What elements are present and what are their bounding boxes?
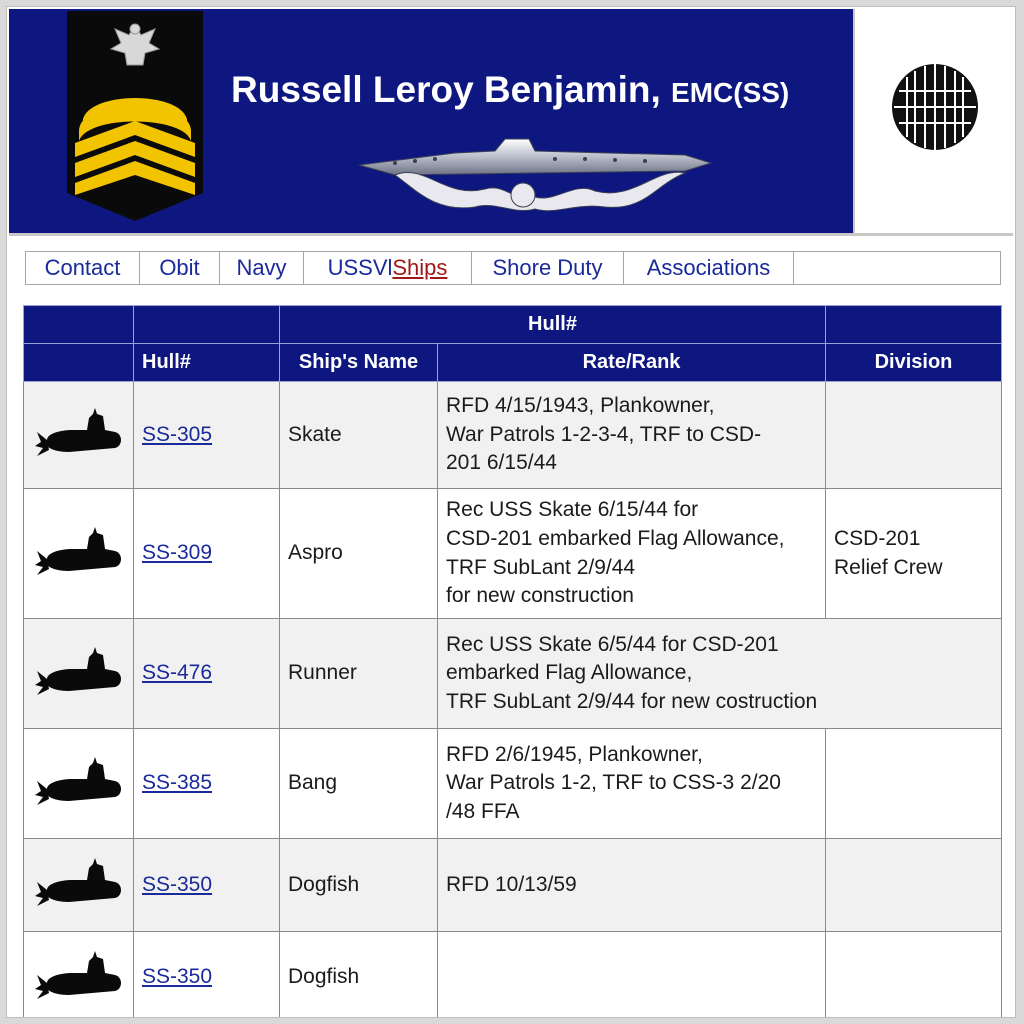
ship-name-cell: Skate	[280, 382, 438, 489]
rate-rank-line: TRF SubLant 2/9/44 for new costruction	[446, 689, 818, 713]
hull-cell	[134, 839, 280, 932]
division-cell	[826, 489, 1002, 619]
table-top-header	[24, 306, 1002, 344]
member-rate: EMC(SS)	[671, 77, 790, 108]
hull-link[interactable]: SS-476	[142, 661, 213, 685]
ships-table-body	[24, 382, 1002, 1019]
rate-rank-cell	[438, 619, 1002, 729]
rate-rank-line: War Patrols 1-2, TRF to CSS-3 2/20	[446, 771, 781, 795]
rate-rank-line: Rec USS Skate 6/5/44 for CSD-201	[446, 632, 779, 656]
hull-link[interactable]: SS-309	[142, 541, 213, 565]
header-rate-rank: Rate/Rank	[438, 344, 826, 382]
globe-logo-icon	[889, 61, 981, 153]
submarine-silhouette-icon	[33, 406, 125, 464]
table-row	[24, 932, 1002, 1019]
submarine-silhouette-icon	[33, 755, 125, 813]
hull-link[interactable]: SS-350	[142, 965, 213, 989]
submarine-dolphins-icon	[355, 133, 715, 213]
rate-rank-line: 201 6/15/44	[446, 451, 557, 475]
logo-panel	[853, 9, 1013, 233]
rate-rank-line: embarked Flag Allowance,	[446, 661, 693, 685]
header-icon	[24, 344, 134, 382]
table-row	[24, 489, 1002, 619]
hull-link[interactable]: SS-305	[142, 422, 213, 446]
row-icon-cell	[24, 729, 134, 839]
rate-rank-cell	[438, 839, 826, 932]
hull-link[interactable]: SS-385	[142, 771, 213, 795]
header-banner	[9, 9, 853, 233]
rate-rank-line: TRF SubLant 2/9/44	[446, 555, 636, 579]
nav-spacer	[794, 252, 1000, 284]
division-cell	[826, 729, 1002, 839]
header-hull-top: Hull#	[280, 306, 826, 344]
rate-rank-line: /48 FFA	[446, 799, 520, 823]
submarine-silhouette-icon	[33, 525, 125, 583]
rate-rank-line: RFD 2/6/1945, Plankowner,	[446, 742, 703, 766]
header-hull: Hull#	[134, 344, 280, 382]
rate-rank-cell	[438, 729, 826, 839]
rate-rank-line: RFD 10/13/59	[446, 872, 577, 896]
table-header	[24, 344, 1002, 382]
header-division: Division	[826, 344, 1002, 382]
division-line: CSD-201	[834, 526, 921, 550]
table-row	[24, 382, 1002, 489]
row-icon-cell	[24, 932, 134, 1019]
nav-obit[interactable]: Obit	[140, 252, 220, 284]
page-title	[231, 69, 851, 111]
rate-rank-cell	[438, 932, 826, 1019]
header-ship-name: Ship's Name	[280, 344, 438, 382]
rate-rank-cell	[438, 382, 826, 489]
rate-rank-cell	[438, 489, 826, 619]
page	[6, 6, 1016, 1018]
rate-rank-line: Rec USS Skate 6/15/44 for	[446, 498, 699, 522]
header-blank	[134, 306, 280, 344]
division-cell	[826, 932, 1002, 1019]
hull-cell	[134, 382, 280, 489]
nav-ussvi[interactable]: USSVl	[327, 255, 393, 280]
header-divider	[9, 233, 1013, 236]
nav-contact[interactable]: Contact	[26, 252, 140, 284]
ship-name-cell: Dogfish	[280, 839, 438, 932]
hull-cell	[134, 619, 280, 729]
nav-ussvi-ships-group	[304, 252, 472, 284]
row-icon-cell	[24, 619, 134, 729]
header-blank	[826, 306, 1002, 344]
ship-name-cell: Bang	[280, 729, 438, 839]
rate-rank-line: CSD-201 embarked Flag Allowance,	[446, 526, 785, 550]
division-line: Relief Crew	[834, 555, 943, 579]
ship-name-cell: Aspro	[280, 489, 438, 619]
table-row	[24, 619, 1002, 729]
row-icon-cell	[24, 382, 134, 489]
nav-navy[interactable]: Navy	[220, 252, 304, 284]
rate-rank-line: RFD 4/15/1943, Plankowner,	[446, 394, 715, 418]
header-blank	[24, 306, 134, 344]
ships-table	[23, 305, 1002, 1018]
hull-cell	[134, 729, 280, 839]
submarine-silhouette-icon	[33, 949, 125, 1007]
ship-name-cell: Runner	[280, 619, 438, 729]
table-row	[24, 839, 1002, 932]
nav-shore-duty[interactable]: Shore Duty	[472, 252, 624, 284]
rate-rank-line: War Patrols 1-2-3-4, TRF to CSD-	[446, 422, 762, 446]
ship-name-cell: Dogfish	[280, 932, 438, 1019]
rate-rank-line: for new construction	[446, 584, 634, 608]
member-name: Russell Leroy Benjamin,	[231, 69, 661, 110]
table-row	[24, 729, 1002, 839]
row-icon-cell	[24, 839, 134, 932]
submarine-silhouette-icon	[33, 645, 125, 703]
nav-ships[interactable]: Ships	[392, 255, 448, 280]
hull-link[interactable]: SS-350	[142, 872, 213, 896]
chief-rating-badge-icon	[61, 11, 209, 223]
division-cell	[826, 382, 1002, 489]
division-cell	[826, 839, 1002, 932]
hull-cell	[134, 932, 280, 1019]
nav-associations[interactable]: Associations	[624, 252, 794, 284]
submarine-silhouette-icon	[33, 856, 125, 914]
hull-cell	[134, 489, 280, 619]
row-icon-cell	[24, 489, 134, 619]
main-nav	[25, 251, 1001, 285]
